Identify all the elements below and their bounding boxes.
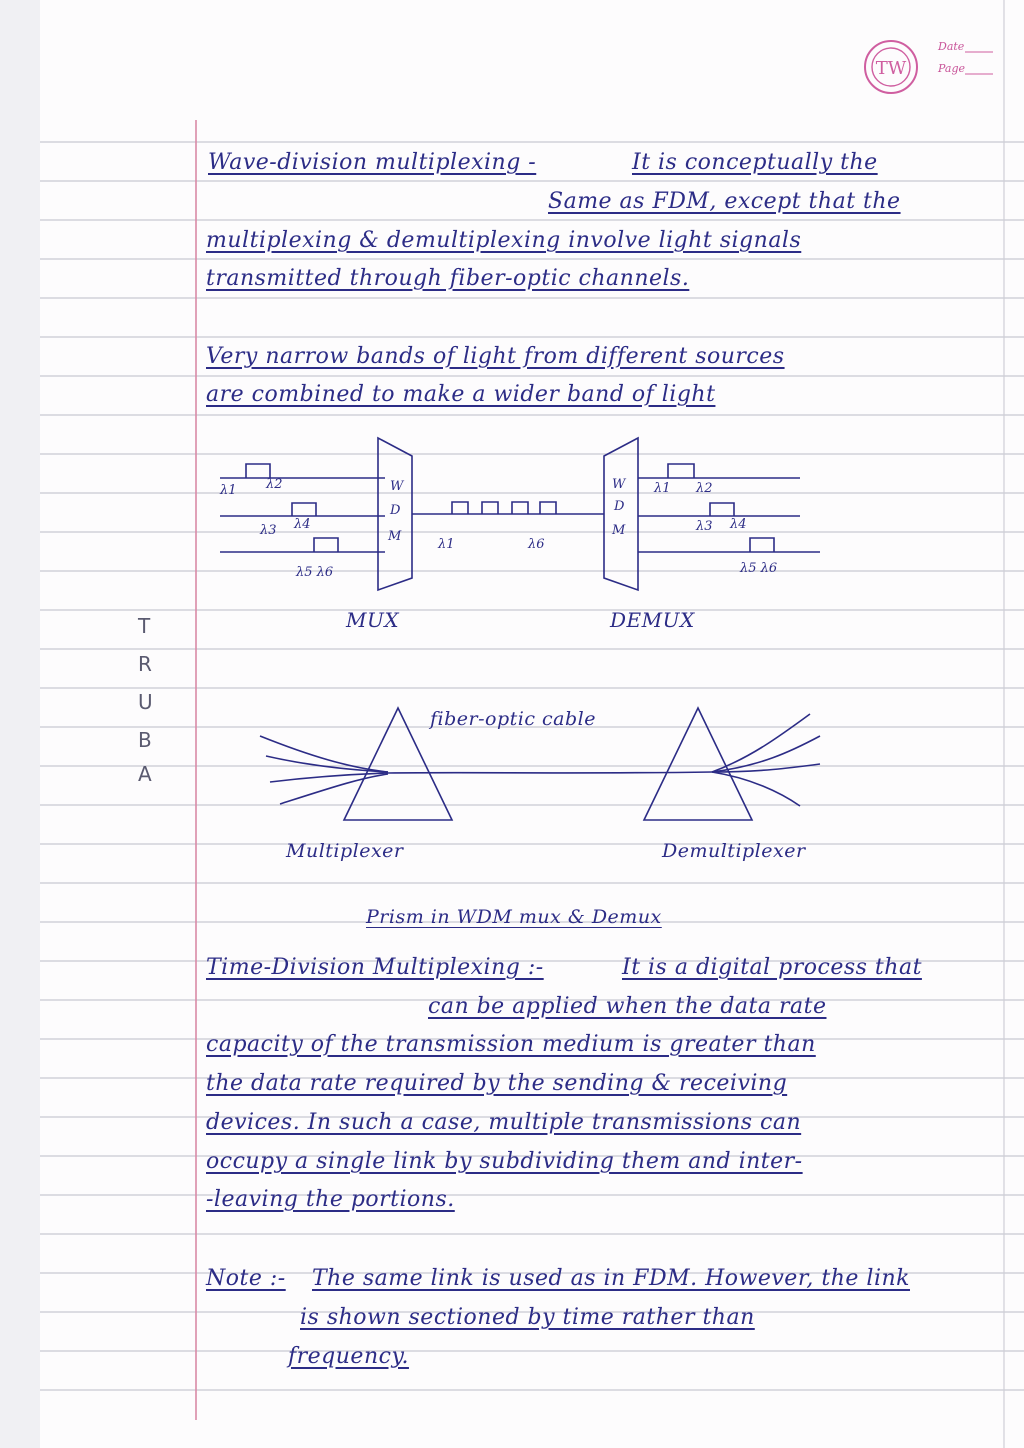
lambda-label: λ4 [730, 517, 747, 532]
wdm-line: It is conceptually the [632, 150, 878, 175]
wdm-line: Same as FDM, except that the [548, 189, 901, 214]
lambda-label: λ4 [294, 517, 311, 532]
lambda-label: λ3 [696, 519, 713, 534]
note-line: The same link is used as in FDM. However, the link [312, 1266, 910, 1291]
mux-box-letter: W [390, 479, 404, 494]
margin-letter: T [138, 614, 151, 638]
tdm-line: occupy a single link by subdividing them and inter- [206, 1149, 803, 1174]
wdm-heading: Wave-division multiplexing - [208, 150, 537, 175]
demux-box-letter: M [612, 523, 626, 538]
mux-box-letter: M [388, 529, 402, 544]
wdm-line: Very narrow bands of light from different sources [206, 344, 785, 369]
wdm-line: multiplexing & demultiplexing involve light signals [206, 228, 802, 253]
mux-label: MUX [346, 608, 400, 632]
tdm-line: the data rate required by the sending & receiving [206, 1071, 788, 1096]
page-label: Page [938, 62, 966, 75]
lambda-label: λ6 [528, 537, 545, 552]
demux-box-letter: D [614, 499, 625, 514]
tdm-line: capacity of the transmission medium is greater than [206, 1032, 816, 1057]
tdm-line: It is a digital process that [622, 955, 922, 980]
margin-letter: A [138, 762, 152, 786]
date-page-lines [965, 48, 995, 78]
note-label: Note :- [206, 1266, 286, 1291]
wdm-line: transmitted through fiber-optic channels. [206, 266, 690, 291]
tdm-line: can be applied when the data rate [428, 994, 827, 1019]
lambda-label: λ5 λ6 [296, 565, 334, 580]
tdm-line: -leaving the portions. [206, 1187, 455, 1212]
lambda-label: λ1 [220, 483, 237, 498]
demux-label: DEMUX [610, 608, 695, 632]
demux-box-letter: W [612, 477, 626, 492]
note-line: frequency. [288, 1344, 409, 1369]
lambda-label: λ1 [654, 481, 671, 496]
margin-letter: U [138, 690, 153, 714]
cable-label: fiber-optic cable [430, 708, 596, 730]
margin-letter: B [138, 728, 152, 752]
note-line: is shown sectioned by time rather than [300, 1305, 755, 1330]
diagram-caption: Prism in WDM mux & Demux [366, 906, 662, 928]
date-label: Date [938, 40, 965, 53]
wdm-line: are combined to make a wider band of light [206, 382, 716, 407]
multiplexer-label: Multiplexer [286, 840, 404, 862]
lambda-label: λ3 [260, 523, 277, 538]
tdm-heading: Time-Division Multiplexing :- [206, 955, 544, 980]
brand-logo-icon [862, 38, 920, 96]
wdm-mux-demux-diagram [200, 430, 840, 600]
tdm-line: devices. In such a case, multiple transmissions can [206, 1110, 802, 1135]
margin-letter: R [138, 652, 152, 676]
lambda-label: λ2 [266, 477, 283, 492]
mux-box-letter: D [390, 503, 401, 518]
lambda-label: λ1 [438, 537, 455, 552]
lambda-label: λ5 λ6 [740, 561, 778, 576]
logo-text: TW [875, 58, 907, 79]
lambda-label: λ2 [696, 481, 713, 496]
demultiplexer-label: Demultiplexer [662, 840, 806, 862]
